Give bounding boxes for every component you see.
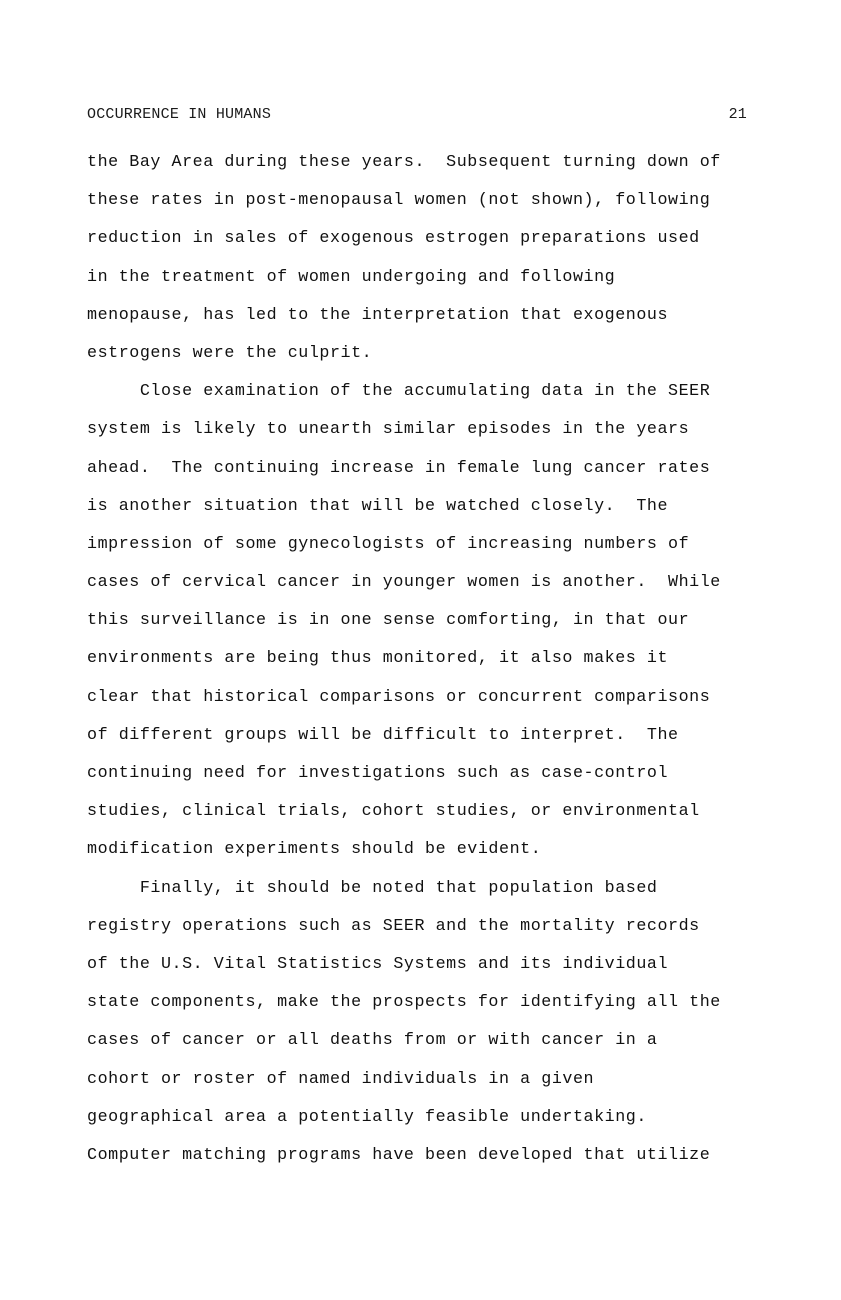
body-text: [87, 151, 787, 1182]
text-line: Finally, it should be noted that population based: [87, 878, 658, 898]
text-line: ahead. The continuing increase in female lung cancer rates: [87, 458, 711, 478]
text-line: registry operations such as SEER and the mortality records: [87, 916, 700, 936]
text-line: state components, make the prospects for identifying all the: [87, 993, 721, 1013]
page-number: 21: [728, 106, 747, 123]
text-line: impression of some gynecologists of increasing numbers of: [87, 534, 690, 554]
text-line: cases of cancer or all deaths from or with cancer in a: [87, 1031, 658, 1051]
text-line: of different groups will be difficult to interpret. The: [87, 725, 679, 745]
text-line: continuing need for investigations such as case-control: [87, 764, 669, 783]
text-line: studies, clinical trials, cohort studies, or environmental: [87, 802, 700, 822]
text-line: of the U.S. Vital Statistics Systems and its individual: [87, 954, 669, 974]
text-line: estrogens were the culprit.: [87, 343, 373, 363]
text-line: Close examination of the accumulating data in the SEER: [87, 382, 711, 402]
text-line: is another situation that will be watched closely. The: [87, 496, 669, 516]
text-line: environments are being thus monitored, it also makes it: [87, 649, 669, 669]
running-head: [87, 106, 747, 130]
running-title: OCCURRENCE IN HUMANS: [87, 106, 272, 123]
text-line: this surveillance is in one sense comforting, in that our: [87, 611, 690, 631]
text-line: the Bay Area during these years. Subsequent turning down of: [87, 153, 721, 172]
text-line: clear that historical comparisons or concurrent comparisons: [87, 687, 711, 707]
text-line: menopause, has led to the interpretation that exogenous: [87, 305, 669, 325]
text-line: geographical area a potentially feasible undertaking.: [87, 1107, 647, 1127]
text-line: cases of cervical cancer in younger women is another. While: [87, 573, 721, 593]
text-line: reduction in sales of exogenous estrogen preparations used: [87, 229, 700, 249]
text-line: modification experiments should be evident.: [87, 840, 542, 860]
text-line: Computer matching programs have been developed that utilize: [87, 1145, 711, 1165]
text-line: in the treatment of women undergoing and following: [87, 267, 616, 287]
text-line: system is likely to unearth similar episodes in the years: [87, 420, 690, 440]
text-line: these rates in post-menopausal women (not shown), following: [87, 191, 711, 211]
text-line: cohort or roster of named individuals in a given: [87, 1069, 595, 1089]
